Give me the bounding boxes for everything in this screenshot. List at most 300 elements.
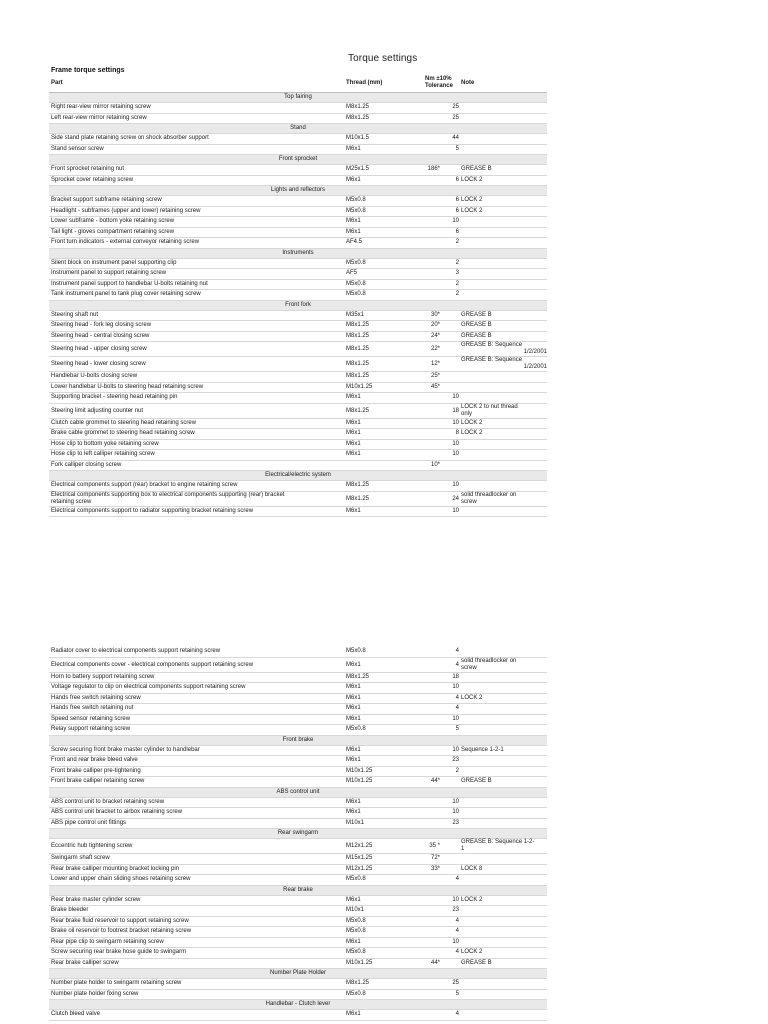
table-row: [49, 419, 547, 430]
cell-thread: M6x1: [346, 145, 361, 152]
cell-thread: M6x1: [346, 451, 361, 457]
cell-part: [51, 907, 343, 914]
part-text: Sprocket cover retaining screw: [51, 176, 134, 183]
cell-part: [51, 757, 343, 764]
cell-torque: 4: [455, 949, 459, 955]
note-text: GREASE B: Sequence 1-2-: [461, 839, 535, 845]
part-text: Hands free switch retaining nut: [51, 705, 134, 711]
cell-note: [461, 778, 547, 785]
cell-part: [51, 843, 343, 850]
cell-note: [461, 208, 547, 215]
cell-thread: M6x1: [346, 661, 361, 668]
table-row: [49, 990, 547, 1001]
part-text: Voltage regulator to clip on electrical components support retaining screw: [51, 684, 246, 690]
cell-thread: M8x1.25: [346, 322, 370, 328]
cell-thread: M10x1.25: [346, 778, 373, 784]
cell-torque: 10: [452, 684, 459, 690]
section-row: [49, 969, 547, 979]
torque-table-1: [49, 75, 547, 517]
cell-note: [461, 404, 547, 418]
cell-thread: M5x0.8: [346, 207, 366, 214]
part-text: Brake cable grommet to steering head retaining screw: [51, 430, 195, 436]
table-row: [49, 461, 547, 472]
cell-thread: M6x1: [346, 218, 361, 224]
cell-thread: M8x1.25: [346, 980, 370, 986]
part-text: Headlight - subframes (upper and lower) retaining screw: [51, 207, 201, 214]
cell-note: [461, 897, 547, 904]
cell-thread: M10x1.25: [346, 767, 373, 774]
cell-thread: M6x1: [346, 809, 361, 815]
cell-part: [51, 747, 343, 754]
cell-note: [461, 695, 547, 702]
table-row: [49, 927, 547, 938]
cell-note: [461, 333, 547, 340]
cell-torque: 44: [452, 135, 459, 141]
part-text: Brake bleeder: [51, 907, 89, 913]
cell-note: [461, 960, 547, 967]
cell-part: [51, 768, 343, 775]
header-thread: Thread (mm): [346, 80, 383, 86]
part-text: Silent block on instrument panel supporting clip: [51, 259, 177, 266]
part-text: Front sprocket retaining nut: [51, 166, 125, 172]
cell-part: [51, 384, 343, 391]
table-row: [49, 819, 547, 830]
note-text: GREASE B: Sequence: [461, 342, 523, 348]
cell-part: [51, 949, 343, 956]
part-text: Hose clip to left calliper retaining screw: [51, 451, 155, 457]
cell-thread: M6x1: [346, 419, 361, 426]
cell-thread: M5x0.8: [346, 949, 366, 955]
cell-thread: M8x1.25: [346, 332, 370, 339]
part-text: ABS control unit bracket to airbox retaining screw: [51, 809, 183, 815]
cell-torque: 4: [455, 928, 459, 934]
cell-part: [51, 333, 343, 340]
cell-thread: M6x1: [346, 694, 361, 701]
cell-torque: 44*: [430, 778, 440, 784]
part-text: Front brake calliper retaining screw: [51, 778, 145, 784]
section-label: Lights and reflectors: [270, 187, 326, 193]
cell-thread: M12x1.25: [346, 843, 373, 849]
cell-torque: 6: [455, 207, 459, 214]
note-text: GREASE B: [461, 778, 492, 784]
table-row: [49, 959, 547, 970]
cell-thread: M5x0.8: [346, 291, 366, 297]
cell-thread: M8x1.25: [346, 346, 370, 352]
part-text: Eccentric hub tightening screw: [51, 843, 133, 849]
cell-torque: 45*: [430, 383, 440, 390]
part-text: Handlebar U-bolts closing screw: [51, 373, 138, 379]
table-row: [49, 383, 547, 394]
cell-thread: M6x1: [346, 176, 361, 183]
cell-torque: 4: [455, 917, 459, 924]
cell-part: [51, 674, 343, 681]
cell-part: [51, 146, 343, 153]
cell-thread: M8x1.25: [346, 373, 370, 379]
cell-part: [51, 441, 343, 448]
cell-torque: 186*: [427, 166, 440, 172]
cell-thread: M8x1.25: [346, 361, 370, 367]
cell-thread: M5x0.8: [346, 648, 366, 654]
part-text: Radiator cover to electrical components support retaining screw: [51, 648, 221, 654]
cell-part: [51, 508, 343, 515]
cell-thread: M10x1: [346, 907, 365, 913]
part-text: Instrument panel support to handlebar U-bolts retaining nut: [51, 280, 208, 287]
note-text: Sequence 1-2-1: [461, 746, 504, 753]
table-body: [49, 93, 547, 517]
cell-thread: M6x1: [346, 440, 361, 447]
part-text: Electrical components cover - electrical components support retaining screw: [51, 661, 254, 668]
part-text: Rear brake calliper screw: [51, 959, 119, 966]
cell-torque: 44*: [430, 959, 440, 966]
cell-part: [51, 980, 343, 987]
cell-torque: 4: [455, 1011, 459, 1017]
part-text: Side stand plate retaining screw on shock absorber support: [51, 135, 209, 141]
table-row: [49, 429, 547, 440]
table-row: [49, 777, 547, 788]
part-text: Speed sensor retaining screw: [51, 715, 131, 722]
cell-torque: 2: [455, 239, 459, 245]
note-text: LOCK 2: [461, 694, 483, 701]
note-text: LOCK 2: [461, 949, 483, 955]
table-row: [49, 948, 547, 959]
part-text: Fork calliper closing screw: [51, 461, 122, 468]
note-text: LOCK 2: [461, 176, 483, 183]
part-text: Rear pipe clip to swingarm retaining screw: [51, 938, 164, 945]
cell-thread: M5x0.8: [346, 259, 366, 266]
section-label: ABS control unit: [276, 788, 320, 795]
cell-part: [51, 939, 343, 946]
cell-thread: M10x1: [346, 819, 365, 826]
cell-part: [51, 705, 343, 712]
part-text: Electrical components support to radiator supporting bracket retaining screw: [51, 507, 254, 514]
note-text-cont: screw: [461, 498, 477, 505]
cell-part: [51, 897, 343, 904]
cell-torque: 10: [452, 746, 459, 753]
note-text: LOCK 2 to nut thread: [461, 403, 518, 410]
table-row: [49, 507, 547, 518]
table-row: [49, 658, 547, 673]
cell-torque: 18: [452, 673, 459, 680]
cell-part: [51, 104, 343, 111]
table-row: [49, 694, 547, 705]
cell-torque: 33*: [430, 865, 440, 872]
section-label: Front brake: [282, 736, 314, 743]
cell-thread: M6x1: [346, 507, 361, 514]
cell-torque: 10: [452, 218, 459, 224]
table-row: [49, 481, 547, 492]
cell-torque: 6: [455, 228, 459, 235]
part-text: Number plate holder to swingarm retaining screw: [51, 980, 182, 986]
cell-thread: M5x0.8: [346, 917, 366, 924]
table-row: [49, 767, 547, 778]
table-row: [49, 808, 547, 819]
cell-note: [461, 658, 547, 672]
cell-part: [51, 177, 343, 184]
cell-torque: 6: [455, 176, 459, 183]
cell-part: [51, 726, 343, 733]
table-row: [49, 715, 547, 726]
cell-part: [51, 876, 343, 883]
cell-thread: M5x0.8: [346, 876, 366, 882]
cell-note: [461, 322, 547, 329]
part-text: Front turn indicators - external conveyor retaining screw: [51, 239, 200, 245]
note-text: LOCK 2: [461, 896, 483, 903]
cell-part: [51, 197, 343, 204]
cell-part: [51, 778, 343, 785]
cell-part: [51, 208, 343, 215]
cell-thread: M6x1: [346, 757, 361, 763]
cell-note: [461, 430, 547, 437]
cell-torque: 23: [452, 757, 459, 763]
part-text: Relay support retaining screw: [51, 726, 131, 732]
cell-torque: 35 *: [429, 843, 440, 849]
cell-part: [51, 918, 343, 925]
cell-torque: 10: [452, 798, 459, 805]
table-row: [49, 917, 547, 928]
table-row: [49, 134, 547, 145]
cell-thread: M8x1.25: [346, 407, 370, 414]
cell-part: [51, 239, 343, 246]
note-text-cont: screw: [461, 664, 477, 671]
cell-part: [51, 166, 343, 173]
cell-part: [51, 991, 343, 998]
cell-part: [51, 716, 343, 723]
torque-table-2: [49, 647, 547, 1021]
table-row: [49, 979, 547, 990]
table-row: [49, 342, 547, 357]
cell-torque: 25*: [430, 373, 440, 379]
cell-note: [461, 357, 547, 371]
cell-torque: 25: [452, 114, 459, 121]
cell-torque: 10: [452, 507, 459, 514]
cell-torque: 5: [455, 145, 459, 152]
note-text-cont: 1: [461, 846, 465, 852]
cell-torque: 23: [452, 819, 459, 826]
note-text: GREASE B: [461, 166, 492, 172]
cell-part: [51, 809, 343, 816]
cell-thread: M5x0.8: [346, 928, 366, 934]
cell-thread: M12x1.25: [346, 865, 373, 872]
cell-part: [51, 346, 343, 353]
cell-part: [51, 420, 343, 427]
cell-torque: 20*: [430, 322, 440, 328]
table-body: [49, 647, 547, 1021]
note-text-cont: 1/2/2001: [523, 349, 547, 355]
part-text: Electrical components supporting box to electrical components supporting (rear) bracket: [51, 491, 285, 498]
part-text: Steering shaft nut: [51, 311, 99, 318]
table-row: [49, 393, 547, 404]
note-text: GREASE B: [461, 322, 492, 328]
section-label: Instruments: [282, 249, 314, 256]
table-row: [49, 217, 547, 228]
cell-torque: 23: [452, 907, 459, 913]
header-part: Part: [51, 80, 63, 86]
part-text: Clutch bleed valve: [51, 1011, 101, 1017]
table-row: [49, 865, 547, 876]
part-text: Front and rear brake bleed valve: [51, 757, 138, 763]
note-text: LOCK 2: [461, 419, 483, 426]
cell-part: [51, 462, 343, 469]
cell-torque: 10: [452, 451, 459, 457]
part-text: Lower subframe - bottom yoke retaining screw: [51, 218, 175, 224]
section-row: [49, 788, 547, 798]
table-row: [49, 165, 547, 176]
cell-part: [51, 260, 343, 267]
cell-torque: 22*: [430, 346, 440, 352]
part-text: Screw securing front brake master cylinder to handlebar: [51, 746, 200, 753]
cell-part: [51, 408, 343, 415]
cell-torque: 10: [452, 715, 459, 722]
part-text: Steering head - central closing screw: [51, 332, 150, 339]
cell-part: [51, 482, 343, 489]
section-label: Top fairing: [284, 94, 312, 100]
cell-part: [51, 648, 343, 655]
section-label: Rear swingarm: [277, 830, 319, 836]
cell-thread: M25x1.5: [346, 166, 370, 172]
part-text: Clutch cable grommet to steering head retaining screw: [51, 419, 197, 426]
cell-note: [461, 420, 547, 427]
cell-thread: M6x1: [346, 798, 361, 805]
section-row: [49, 829, 547, 839]
table-row: [49, 269, 547, 280]
cell-part: [51, 218, 343, 225]
table-header: [49, 75, 547, 93]
part-text: Right rear-view mirror retaining screw: [51, 104, 151, 110]
cell-torque: 10: [452, 938, 459, 945]
cell-torque: 4: [455, 648, 459, 654]
table-row: [49, 854, 547, 865]
header-tolerance: Nm ±10% Tolerance: [425, 76, 453, 89]
cell-torque: 2: [455, 280, 459, 287]
cell-torque: 2: [455, 259, 459, 266]
cell-torque: 2: [455, 767, 459, 774]
cell-torque: 2: [455, 291, 459, 297]
table-row: [49, 176, 547, 187]
cell-thread: M6x1: [346, 746, 361, 753]
cell-thread: M35x1: [346, 311, 365, 318]
table-row: [49, 756, 547, 767]
section-row: [49, 93, 547, 103]
part-text: ABS control unit to bracket retaining screw: [51, 798, 165, 805]
cell-part: [51, 291, 343, 298]
note-text: GREASE B: [461, 332, 492, 339]
section-label: Electrical/electric system: [265, 472, 331, 478]
cell-thread: M6x1: [346, 896, 361, 903]
note-text: GREASE B: [461, 311, 492, 318]
cell-part: [51, 820, 343, 827]
section-label: Handlebar - Clutch lever: [265, 1001, 331, 1007]
cell-torque: 4: [455, 876, 459, 882]
cell-torque: 5: [455, 990, 459, 997]
cell-thread: M10x1.5: [346, 135, 370, 141]
section-label: Front sprocket: [278, 156, 318, 162]
table-row: [49, 492, 547, 507]
cell-thread: M10x1.25: [346, 959, 373, 966]
cell-part: [51, 322, 343, 329]
cell-thread: M6x1: [346, 1011, 361, 1017]
cell-thread: AF5: [346, 270, 358, 276]
table-row: [49, 673, 547, 684]
cell-thread: M5x0.8: [346, 990, 366, 997]
cell-thread: M6x1: [346, 715, 361, 722]
section-row: [49, 301, 547, 311]
cell-torque: 6: [455, 197, 459, 203]
cell-thread: M6x1: [346, 684, 361, 690]
cell-note: [461, 312, 547, 319]
cell-torque: 24: [452, 495, 459, 502]
cell-part: [51, 695, 343, 702]
cell-torque: 10: [452, 896, 459, 903]
section-row: [49, 471, 547, 481]
table-row: [49, 839, 547, 854]
note-text: LOCK 2: [461, 207, 483, 214]
table-row: [49, 280, 547, 291]
table-row: [49, 647, 547, 658]
part-text: Front brake calliper pre-tightening: [51, 767, 141, 774]
cell-torque: 10: [452, 419, 459, 426]
cell-part: [51, 855, 343, 862]
cell-thread: M6x1: [346, 394, 361, 400]
cell-torque: 25: [452, 980, 459, 986]
cell-part: [51, 281, 343, 288]
table-row: [49, 440, 547, 451]
part-text: Instrument panel to support retaining screw: [51, 270, 167, 276]
cell-part: [51, 394, 343, 401]
cell-thread: AF4.5: [346, 239, 363, 245]
table-row: [49, 207, 547, 218]
cell-thread: M5x0.8: [346, 197, 366, 203]
cell-note: [461, 342, 547, 356]
part-text: Brake oil reservoir to footrest bracket retaining screw: [51, 928, 192, 934]
table-row: [49, 145, 547, 156]
cell-part: [51, 960, 343, 967]
table-row: [49, 114, 547, 125]
cell-torque: 18: [452, 407, 459, 414]
cell-torque: 4: [455, 661, 459, 668]
cell-part: [51, 270, 343, 277]
table-row: [49, 683, 547, 694]
table-row: [49, 103, 547, 114]
part-text: Rear brake fluid reservoir to support retaining screw: [51, 917, 189, 924]
cell-thread: M5x0.8: [346, 726, 366, 732]
cell-note: [461, 747, 547, 754]
section-label: Number Plate Holder: [269, 970, 327, 976]
part-text: Lower and upper chain sliding shoes retaining screw: [51, 876, 191, 882]
table-row: [49, 938, 547, 949]
cell-note: [461, 166, 547, 173]
cell-part: [51, 662, 343, 669]
cell-part: [51, 928, 343, 935]
section-row: [49, 886, 547, 896]
part-text: Supporting bracket - steering head retaining pin: [51, 394, 178, 400]
table-row: [49, 1010, 547, 1021]
part-text: Stand sensor screw: [51, 145, 104, 152]
part-text: Tail light - gloves compartment retaining screw: [51, 228, 175, 235]
section-row: [49, 155, 547, 165]
cell-torque: 4: [455, 694, 459, 701]
table-row: [49, 896, 547, 907]
part-text: Number plate holder fixing screw: [51, 990, 139, 997]
part-text: Rear brake calliper mounting bracket locking pin: [51, 865, 180, 872]
cell-torque: 3: [455, 270, 459, 276]
note-text: LOCK 8: [461, 865, 483, 872]
cell-part: [51, 373, 343, 380]
cell-torque: 5: [455, 726, 459, 732]
part-text: Steering head - upper closing screw: [51, 346, 147, 352]
cell-thread: M5x0.8: [346, 280, 366, 287]
cell-part: [51, 135, 343, 142]
table-row: [49, 238, 547, 249]
